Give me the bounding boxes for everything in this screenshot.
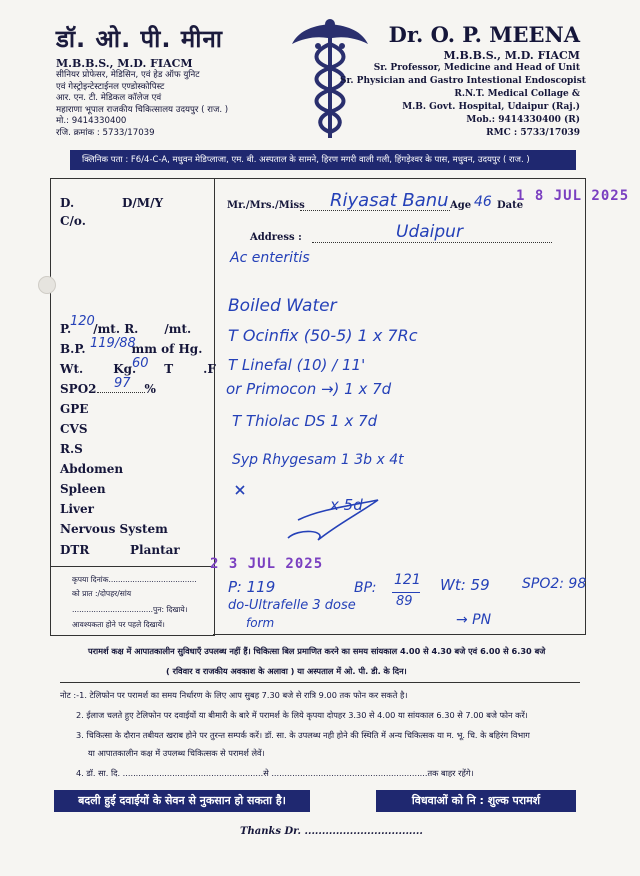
exam-spleen: Spleen xyxy=(60,482,106,496)
header-right-line: Sr. Physician and Gastro Intestional Endoscopist xyxy=(340,76,586,86)
diagnosis-value: Ac enteritis xyxy=(230,250,310,266)
followup-bp-label: BP: xyxy=(354,580,377,596)
clinic-address-bar: क्लिनिक पता : F6/4-C-A, मधुवन मेडिप्लाजा, एम. बी. अस्पताल के सामने, हिरण मगरी वाली गली, हिंगड़ेश्वर के पास, मधुवन, उदयपुर ( राज. ) xyxy=(70,150,576,170)
co-label: C/o. xyxy=(60,214,86,228)
revisit-line: को प्रात :/दोपहर/सांय xyxy=(72,589,132,598)
degrees-right: M.B.B.S., M.D. FIACM xyxy=(443,49,580,62)
followup-arrow: → PN xyxy=(456,612,492,628)
note-line: या आपातकालीन कक्ष में उपलब्ध चिकित्सक से परामर्श लेवें। xyxy=(88,748,265,758)
rx-line: T Thiolac DS 1 x 7d xyxy=(232,412,378,430)
degrees-left: M.B.B.S., M.D. FIACM xyxy=(56,57,193,70)
revisit-line: कृपया दिनांक..................................... xyxy=(72,575,197,584)
date-label: Date xyxy=(497,200,524,211)
thanks-line: Thanks Dr. .................................. xyxy=(240,826,423,837)
exam-dtr: DTR xyxy=(60,543,90,557)
address-value: Udaipur xyxy=(396,222,463,242)
address-label: Address : xyxy=(250,232,302,243)
rx-line: T Linefal (10) / 11' xyxy=(228,356,366,374)
header-left-line: एवं गेस्ट्रोइन्टेस्टाईनल एण्डोस्कोपिस्ट xyxy=(56,81,165,92)
bp-unit: mm of Hg. xyxy=(131,342,203,356)
exam-plantar: Plantar xyxy=(130,543,180,557)
emergency-line: परामर्श कक्ष में आपातकालीन सुविधाएँ उपलब्ध नहीं हैं। चिकित्सा बिल प्रमाणित करने का समय सांयकाल 4.00 से 4.30 बजे एवं 6.00 से 6.30 बजे xyxy=(88,646,546,656)
emergency-line: ( रविवार व राजकीय अवकाश के अलावा ) या अस्पताल में ओ. पी. डी. के दिन। xyxy=(166,666,407,676)
exam-abdomen: Abdomen xyxy=(60,462,124,476)
header-right-line: R.N.T. Medical Collage & xyxy=(454,89,580,99)
weight-value: 60 xyxy=(132,356,149,371)
age-label: Age xyxy=(450,200,472,211)
followup-date-stamp: 2 3 JUL 2025 xyxy=(210,556,324,572)
header-right-line: M.B. Govt. Hospital, Udaipur (Raj.) xyxy=(402,102,580,112)
header-right-line: Mob.: 9414330400 (R) xyxy=(466,115,580,125)
wt-label: Wt. xyxy=(60,362,84,376)
bp-fraction-line xyxy=(392,592,420,593)
spo2-unit: % xyxy=(144,382,156,396)
followup-spo2: SPO2: 98 xyxy=(522,576,587,592)
divider xyxy=(60,682,580,683)
bp-label: B.P. xyxy=(60,342,86,356)
note-line: नोट :-1. टेलिफोन पर परामर्श का समय निर्धारण के लिए आप सुबह 7.30 बजे से रात्रि 9.00 तक फोन कर सकते है। xyxy=(60,690,408,700)
rx-line: or Primocon →) 1 x 7d xyxy=(226,380,392,398)
pulse-value: 120 xyxy=(70,314,95,329)
followup-bp-bottom: 89 xyxy=(396,594,413,609)
signature-scribble xyxy=(228,480,388,560)
header-left-line: आर. एन. टी. मेडिकल कॉलेज एवं xyxy=(56,93,162,104)
patient-name-value: Riyasat Banu xyxy=(330,190,449,211)
rx-line: T Ocinfix (50-5) 1 x 7Rc xyxy=(228,326,418,345)
header-right-line: Sr. Professor, Medicine and Head of Unit xyxy=(373,63,580,73)
resp-unit: /mt. xyxy=(164,322,192,336)
revisit-line: ..................................पुन: दिखाये। xyxy=(72,605,188,614)
followup-pulse: P: 119 xyxy=(228,578,276,596)
address-line xyxy=(312,242,552,243)
age-value: 46 xyxy=(474,194,492,210)
exam-cvs: CVS xyxy=(60,422,88,436)
exam-liver: Liver xyxy=(60,502,94,516)
doctor-name-english: Dr. O. P. MEENA xyxy=(388,22,580,47)
spo2-value: 97 xyxy=(114,376,131,391)
banner-right: विधवाओं को नि : शुल्क परामर्श xyxy=(376,790,576,812)
followup-bp-top: 121 xyxy=(394,572,421,588)
punch-hole xyxy=(38,276,56,294)
revisit-line: आवश्यकता होने पर पहले दिखायें। xyxy=(72,620,165,629)
header-left-line: महाराणा भूपाल राजकीय चिकित्सालय उदयपुर ( राज. ) xyxy=(56,104,229,115)
kg-label: Kg. xyxy=(113,362,137,376)
header-right xyxy=(340,22,586,140)
followup-rx-line: do-Ultrafelle 3 dose xyxy=(228,598,356,613)
note-line: 2. ईलाज चलते हुए टेलिफोन पर दवाईयों या बीमारी के बारे में परामर्श के लिये कृपया दोपहर 3.30 से 4.00 या सांयकाल 6.30 से 7.00 बजे फोन करें। xyxy=(76,710,528,720)
header-left-line: सीनियर प्रोफेसर, मेडिसिन, एवं हेड ऑफ युनिट xyxy=(56,70,200,80)
exam-gpe: GPE xyxy=(60,402,89,416)
exam-nervous-system: Nervous System xyxy=(60,522,168,536)
spo2-row xyxy=(60,382,156,396)
temp-label: T xyxy=(164,362,174,376)
banner-left: बदली हुई दवाईयों के सेवन से नुकसान हो सकता है। xyxy=(54,790,310,812)
patient-label: Mr./Mrs./Miss xyxy=(227,200,305,211)
revisit-box xyxy=(50,566,213,635)
bp-value: 119/88 xyxy=(90,336,136,351)
date-stamp: 1 8 JUL 2025 xyxy=(516,188,630,204)
note-line: 3. चिकित्सा के दौरान तबीयत खराब होने पर तुरन्त सम्पर्क करें। डॉ. सा. के उपलब्ध नही होने की स्थिति में अन्य चिकित्सक या म. भू. चि. के बहिरंग विभाग xyxy=(76,730,530,740)
pulse-unit: /mt. R. xyxy=(93,322,139,336)
rx-line: Boiled Water xyxy=(228,296,337,316)
followup-weight: Wt: 59 xyxy=(440,576,490,594)
exam-rs: R.S xyxy=(60,442,83,456)
header-right-line: RMC : 5733/17039 xyxy=(486,128,580,138)
dmy-label: D/M/Y xyxy=(122,196,164,210)
right-panel-bottom-border xyxy=(213,634,586,635)
doctor-name-hindi: डॉ. ओ. पी. मीना xyxy=(56,25,223,53)
fahrenheit-label: .F xyxy=(203,362,216,376)
followup-rx-line: form xyxy=(246,616,275,630)
d-label: D. xyxy=(60,196,75,210)
pulse-label: P. xyxy=(60,322,72,336)
header-left xyxy=(56,22,286,140)
note-line: 4. डॉ. सा. दि. ......................................................से ............................................................तक बाहर रहेंगे। xyxy=(76,768,474,778)
rx-line: Syp Rhygesam 1 3b x 4t xyxy=(232,452,404,468)
spo2-label: SPO2 xyxy=(60,382,97,396)
rx-line: x 5d xyxy=(330,496,363,514)
header-left-line: रजि. क्रमांक : 5733/17039 xyxy=(56,127,155,138)
header-left-line: मो.: 9414330400 xyxy=(56,116,127,127)
